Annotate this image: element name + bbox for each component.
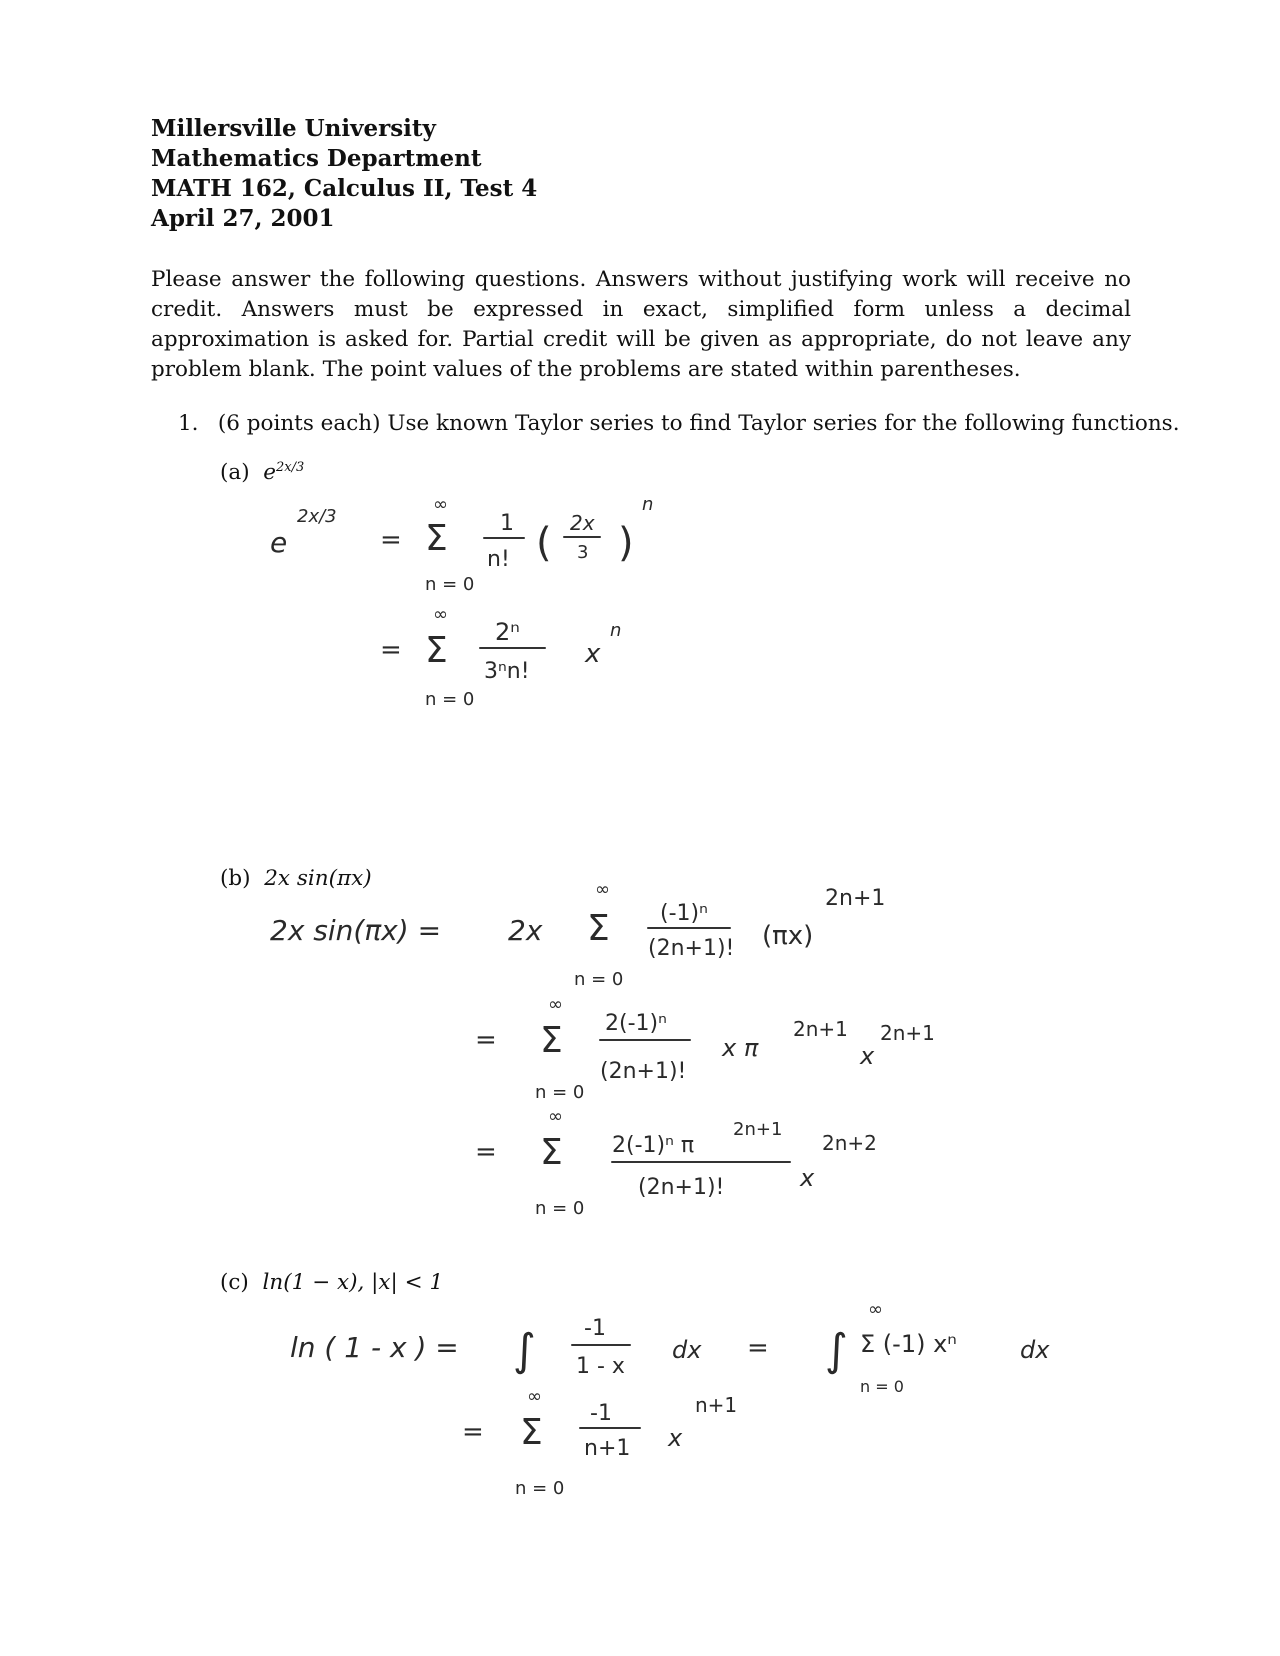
- part-b-expression: 2x sin(πx): [264, 866, 372, 891]
- part-c-expression: ln(1 − x), |x| < 1: [262, 1270, 444, 1295]
- hw-c-num-2: -1: [590, 1401, 612, 1426]
- hw-b-sum-top-3: ∞: [548, 1106, 563, 1127]
- course-title: MATH 162, Calculus II, Test 4: [151, 175, 538, 202]
- hw-c-equals-3: =: [462, 1417, 484, 1447]
- hw-c-dx-1: dx: [672, 1336, 702, 1364]
- hw-c-x: x: [668, 1424, 683, 1452]
- test-date: April 27, 2001: [151, 205, 335, 232]
- hw-b-sum-bottom-3: n = 0: [535, 1198, 585, 1219]
- hw-c-sigma-2: Σ: [520, 1412, 543, 1453]
- hw-c-integral-2: ∫: [825, 1325, 848, 1376]
- hw-a-equals-1: =: [380, 525, 402, 555]
- hw-b-equals-3: =: [475, 1137, 497, 1167]
- question-text: (6 points each) Use known Taylor series to find Taylor series for the following functions.: [217, 411, 1180, 436]
- hw-a-exponent: 2x/3: [297, 506, 337, 527]
- hw-a-3nn: 3ⁿn!: [484, 659, 530, 684]
- hw-c-den-2: n+1: [584, 1436, 631, 1461]
- hw-c-sum-body: Σ (-1) xⁿ: [860, 1330, 957, 1358]
- hw-b-x-2: x: [860, 1042, 875, 1070]
- hw-b-pix: (πx): [762, 921, 814, 951]
- hw-b-2x: 2x: [508, 914, 543, 947]
- hw-b-den-1: (2n+1)!: [648, 936, 735, 961]
- hw-a-2n: 2ⁿ: [495, 618, 520, 646]
- hw-a-sigma-1: Σ: [425, 518, 448, 559]
- hw-a-sum-top-1: ∞: [433, 494, 448, 515]
- hw-b-sigma-2: Σ: [540, 1020, 563, 1061]
- hw-c-num-1: -1: [584, 1316, 606, 1341]
- hw-b-x-3: x: [800, 1164, 815, 1192]
- hw-c-den-1: 1 - x: [576, 1354, 625, 1379]
- department-name: Mathematics Department: [151, 145, 482, 172]
- instructions-paragraph: Please answer the following questions. Answers without justifying work will receive no credit. Answers must be expressed in exact, simplified form unless a decimal approximation is asked for. Partial credit will be given as appropriate, do not leave any problem blank. The point values of the problems are stated within parentheses.: [151, 267, 1131, 382]
- hw-c-dx-2: dx: [1020, 1336, 1050, 1364]
- hw-b-num-3-exp: 2n+1: [733, 1119, 783, 1140]
- question-number: 1.: [178, 411, 199, 436]
- hw-c-equals-2: =: [747, 1333, 769, 1363]
- hw-b-exp-2b: 2n+1: [880, 1021, 935, 1045]
- hw-a-sigma-2: Σ: [425, 630, 448, 671]
- hw-c-integral-1: ∫: [513, 1325, 536, 1376]
- hw-b-num-3: 2(-1)ⁿ π: [612, 1133, 695, 1158]
- hw-b-num-2: 2(-1)ⁿ: [605, 1011, 667, 1036]
- hw-a-three: 3: [577, 542, 589, 563]
- hw-b-sum-top-2: ∞: [548, 994, 563, 1015]
- hw-b-num-1: (-1)ⁿ: [660, 901, 708, 926]
- hw-a-2x: 2x: [570, 511, 595, 535]
- part-c-letter: (c): [220, 1270, 249, 1295]
- hw-b-exp-3: 2n+2: [822, 1131, 877, 1155]
- hw-b-exp-1: 2n+1: [825, 886, 886, 911]
- hw-c-lhs: ln ( 1 - x ) =: [290, 1331, 459, 1364]
- hw-c-sum-top-2: ∞: [527, 1386, 542, 1407]
- hw-a-rparen: ): [618, 520, 634, 566]
- hw-a-sum-top-2: ∞: [433, 604, 448, 625]
- hw-a-x: x: [585, 639, 601, 669]
- hw-b-den-3: (2n+1)!: [638, 1175, 725, 1200]
- hw-b-sum-bottom-2: n = 0: [535, 1082, 585, 1103]
- hw-c-sum-bottom-1: n = 0: [860, 1377, 904, 1396]
- part-a-work: [270, 494, 653, 710]
- hw-b-sigma-1: Σ: [587, 908, 610, 949]
- hw-b-sum-bottom-1: n = 0: [574, 969, 624, 990]
- hw-a-one: 1: [500, 511, 514, 536]
- hw-c-sum-top-1: ∞: [868, 1299, 883, 1320]
- part-a-base: e: [263, 460, 277, 486]
- hw-a-sum-bottom-1: n = 0: [425, 574, 475, 595]
- hw-b-den-2: (2n+1)!: [600, 1059, 687, 1084]
- hw-c-sum-bottom-2: n = 0: [515, 1478, 565, 1499]
- part-c-work: [290, 1299, 1050, 1499]
- part-b-letter: (b): [220, 866, 251, 891]
- part-a-exponent: 2x/3: [276, 460, 305, 475]
- hw-a-e: e: [270, 526, 288, 559]
- hw-c-exp: n+1: [695, 1393, 738, 1417]
- hw-a-sum-bottom-2: n = 0: [425, 689, 475, 710]
- hw-b-sigma-3: Σ: [540, 1132, 563, 1173]
- hw-a-equals-2: =: [380, 635, 402, 665]
- hw-b-equals-2: =: [475, 1025, 497, 1055]
- part-b-work: [270, 879, 935, 1219]
- hw-b-lhs: 2x sin(πx) =: [270, 914, 442, 947]
- hw-b-sum-top-1: ∞: [595, 879, 610, 900]
- hw-a-nfact: n!: [487, 547, 510, 572]
- hw-a-xn-exp: n: [610, 620, 622, 641]
- hw-b-x-pi: x π: [722, 1034, 759, 1062]
- part-a-letter: (a): [220, 460, 250, 486]
- hw-a-n-exp: n: [642, 494, 654, 515]
- hw-b-exp-2a: 2n+1: [793, 1017, 848, 1041]
- university-name: Millersville University: [151, 115, 436, 142]
- hw-a-lparen: (: [536, 520, 552, 566]
